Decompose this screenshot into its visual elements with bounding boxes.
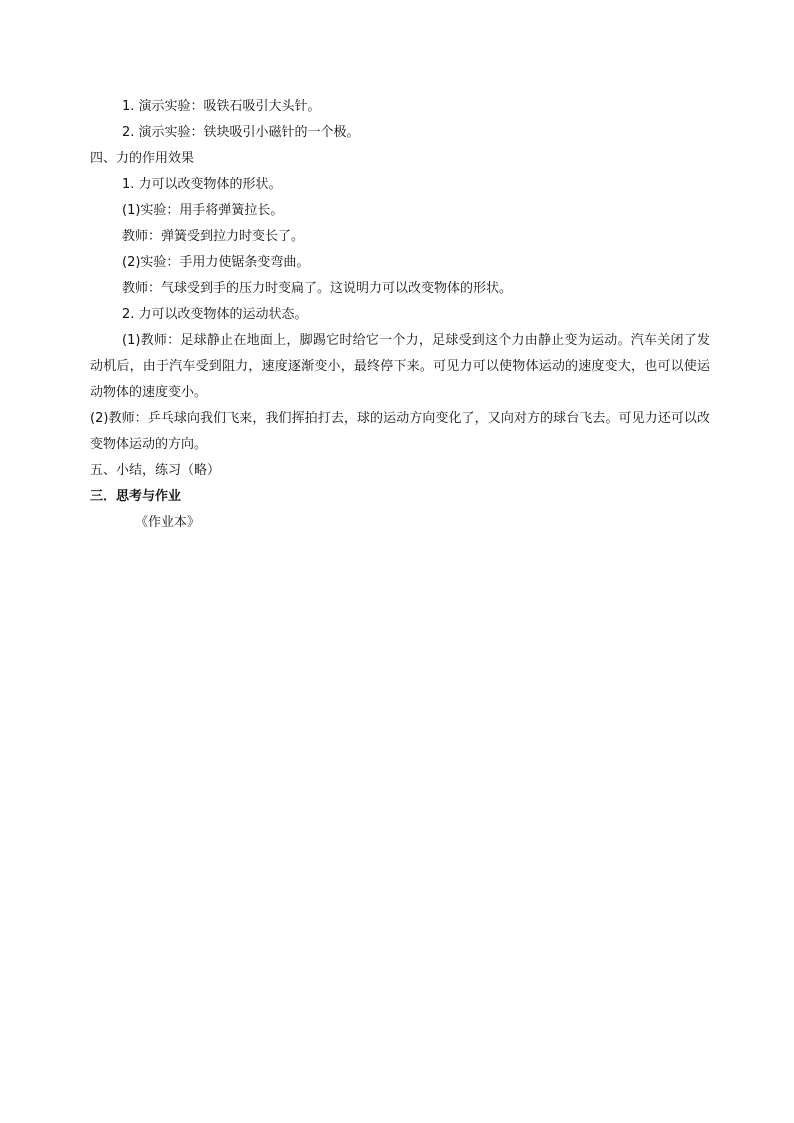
demo-item-1: 1. 演示实验：吸铁石吸引大头针。 xyxy=(122,99,321,114)
experiment-1: (1)实验：用手将弹簧拉长。 xyxy=(122,203,284,218)
homework-book: 《作业本》 xyxy=(135,515,201,530)
teacher-note-1: 教师：弹簧受到拉力时变长了。 xyxy=(122,229,305,244)
teacher-note-2: 教师：气球受到手的压力时变扁了。这说明力可以改变物体的形状。 xyxy=(122,281,513,296)
section-heading-force-effects: 四、力的作用效果 xyxy=(90,151,195,166)
section-heading-homework: 三．思考与作业 xyxy=(90,489,182,504)
experiment-2: (2)实验：手用力使锯条变弯曲。 xyxy=(122,255,310,270)
section-heading-summary: 五、小结，练习（略） xyxy=(90,463,221,478)
subheading-change-shape: 1. 力可以改变物体的形状。 xyxy=(122,177,282,192)
paragraph-football-example: (1)教师：足球静止在地面上，脚踢它时给它一个力，足球受到这个力由静止变为运动。汽车关闭了发动机后，由于汽车受到阻力，速度逐渐变小，最终停下来。可见力可以使物体运动的速度变大，也可以使运动物体的速度变小。 xyxy=(90,333,710,400)
demo-item-2: 2. 演示实验：铁块吸引小磁针的一个极。 xyxy=(122,125,360,140)
document-body xyxy=(90,94,710,536)
paragraph-pingpong-example: (2)教师：乒乓球向我们飞来，我们挥拍打去，球的运动方向变化了，又向对方的球台飞去。可见力还可以改变物体运动的方向。 xyxy=(90,411,710,452)
subheading-change-motion: 2. 力可以改变物体的运动状态。 xyxy=(122,307,308,322)
